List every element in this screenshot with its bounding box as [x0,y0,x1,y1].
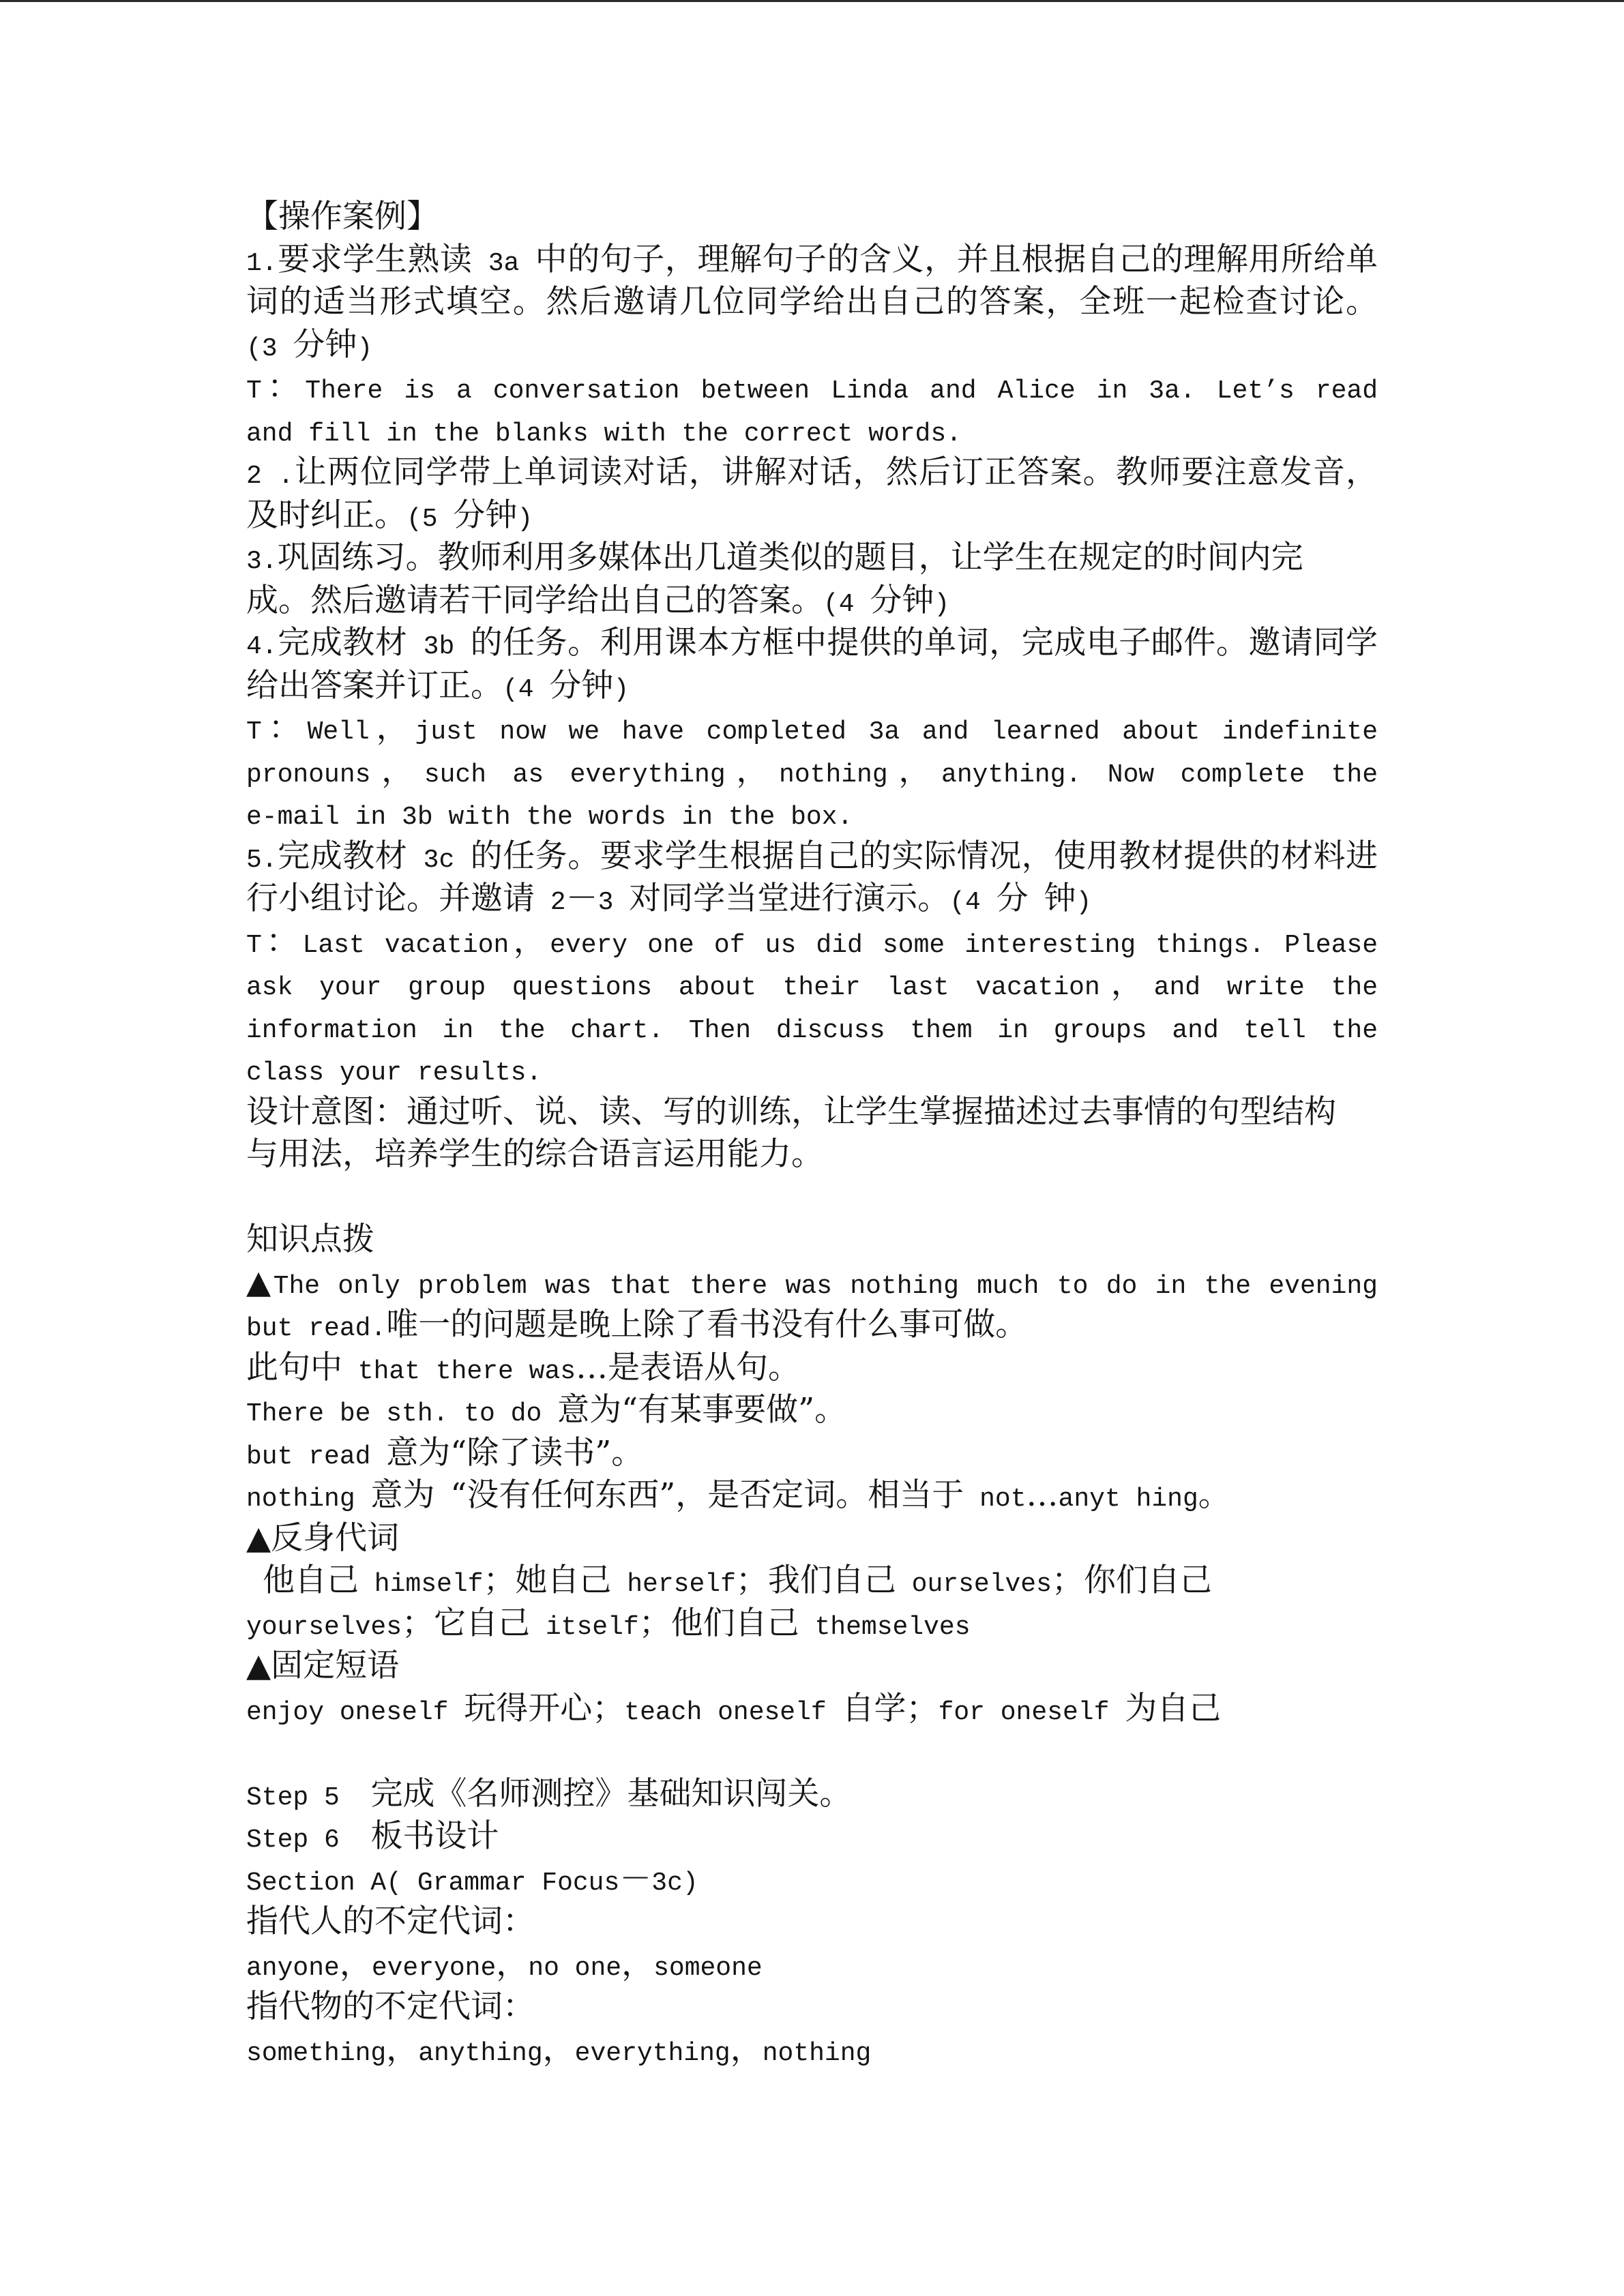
text-line [246,1347,1378,1390]
text-line [246,1602,1378,1645]
text-run: Step 6 [246,1825,371,1855]
text-run: ， [369,709,415,747]
text-run: 要求学生熟读 [277,240,473,278]
board-label [246,1900,1378,1943]
text-run: ▲ [246,1263,274,1301]
text-run: itself [530,1612,639,1642]
text-run: something [246,2038,387,2068]
text-run: 2 [535,888,566,917]
paragraph-spacer [246,1176,1378,1219]
section-heading [246,196,1378,239]
text-run: such as everything [424,760,726,790]
text-run: ) [517,504,533,534]
text-run: not [964,1485,1027,1514]
text-run: ， [339,1945,372,1983]
text-line [246,1432,1378,1475]
text-run: (5 [407,504,454,534]
text-run: (4 [503,674,550,704]
paragraph-spacer [246,1730,1378,1773]
text-run: 1. [246,248,278,278]
text-run: 分钟 [549,666,614,704]
text-run: 分钟 [293,325,357,363]
subheading [246,1645,1378,1688]
text-run: enjoy oneself [246,1697,464,1727]
text-run: …是表语从句。 [576,1348,801,1386]
text-line [246,1091,1378,1134]
text-run: ： [261,709,308,747]
text-run: ， [621,1945,654,1983]
text-run: class your results. [246,1058,542,1088]
text-run: Section A( Grammar Focus [246,1868,620,1898]
text-run [434,1485,450,1514]
text-run: 4. [246,632,278,661]
text-run: 对同学当堂进行演示。 [629,880,950,917]
text-run: － [619,1860,652,1898]
text-run: every one of us did some interesting things. Please [550,930,1378,960]
text-run: anyone [246,1953,340,1983]
text-line [246,281,1378,324]
text-run: teach oneself [624,1697,842,1727]
text-run: ， [496,1945,529,1983]
text-line [246,580,1378,623]
text-run: everything [574,2038,730,2068]
text-run: 分钟 [453,496,518,534]
text-run: 玩得开心； [464,1689,625,1727]
text-run: 意为“除了读书”。 [386,1433,644,1472]
text-run: 巩固练习。教师利用多媒体出几道类似的题目，让学生在规定的时间内完 [277,539,1303,576]
text-run: ， [509,922,550,960]
text-run: There be sth. to do [246,1399,558,1429]
text-run: 意为“有某事要做”。 [557,1391,847,1429]
text-run: T [246,930,262,960]
text-run: himself [359,1570,484,1599]
text-run: 自学； [842,1689,939,1727]
text-line [246,792,1378,835]
text-line [246,1006,1378,1049]
text-run: 完成教材 [277,624,408,661]
knowledge-section [246,1219,1378,1730]
text-run: 完成《名师测控》基础知识闯关。 [370,1774,852,1813]
text-run: anything. Now complete the [941,760,1378,790]
text-run: 成。然后邀请若干同学给出自己的答案。 [246,581,823,619]
text-run: 意为 [370,1476,435,1514]
text-run: ， [386,2030,419,2068]
text-run: information in the chart. Then discuss them in groups and tell the [246,1015,1378,1045]
text-run: “没有任何东西”，是否定词。相当于 [450,1476,964,1514]
text-line [246,366,1378,409]
text-run: for oneself [938,1697,1125,1727]
text-run: The only problem was that there was nothing much to do in the evening [273,1271,1378,1301]
page-top-border [0,0,1624,2]
text-line [246,1474,1378,1517]
text-line [246,878,1378,921]
text-run: ) [613,674,630,704]
text-run: ；她自己 [483,1562,612,1599]
text-run: 3c [407,845,471,875]
text-run: 3c) [651,1868,698,1898]
text-run: 分 [996,880,1029,917]
text-run: ， [1099,965,1154,1002]
text-run: Last vacation [302,930,510,960]
text-run: that there was [342,1356,576,1386]
text-line [246,665,1378,708]
text-run: no one [528,1953,622,1983]
text-line [246,750,1378,793]
text-run: 3. [246,547,278,576]
text-run: 让两位同学带上单词读对话，讲解对话，然后订正答案。教师要注意发音， [293,453,1378,491]
text-run: 为自己 [1125,1689,1222,1727]
text-line [246,1560,1378,1602]
text-run: 3a [472,248,535,278]
text-run: T [246,717,262,747]
text-run: Well [307,717,370,747]
text-run: nothing [762,2038,872,2068]
text-run: ， [370,751,424,790]
text-run: 5. [246,845,278,875]
text-run: and write the [1153,973,1378,1002]
board-words [246,1943,1378,1986]
text-run: yourselves [246,1612,402,1642]
text-run: 。 [1198,1476,1230,1514]
text-line [246,494,1378,537]
text-line [246,1389,1378,1432]
text-run: anything [418,2038,543,2068]
text-line [246,963,1378,1006]
text-run: 指代人的不定代词： [246,1903,535,1940]
text-run: 他自己 [263,1562,359,1599]
text-run: ourselves [896,1570,1052,1599]
board-title [246,1858,1378,1901]
board-label [246,1986,1378,2029]
text-run: herself [611,1570,736,1599]
text-run: (3 [246,333,293,363]
text-run: ) [1076,888,1092,917]
text-run: nothing [779,760,888,790]
text-run: ， [542,2030,575,2068]
text-run: nothing [246,1485,371,1514]
text-run: ) [934,589,950,619]
text-line [246,409,1378,452]
text-run: ；我们自己 [735,1562,896,1599]
text-run: 设计意图：通过听、说、读、写的训练，让学生掌握描述过去事情的句型结构 [246,1092,1336,1131]
text-run: 板书设计 [370,1817,499,1855]
text-run: ask your group questions about their last vacation [246,973,1100,1002]
text-run: 唯一的问题是晚上除了看书没有什么事可做。 [386,1306,1028,1343]
text-line [246,707,1378,750]
text-run: 知识点拨 [246,1221,374,1258]
text-run: － [565,880,598,917]
text-run: ： [261,368,306,406]
text-line [246,835,1378,878]
text-run: ▲固定短语 [246,1647,400,1684]
text-run: (4 [949,888,996,917]
text-run: ： [261,922,303,960]
text-line [246,324,1378,367]
text-run: Step 5 [246,1783,371,1813]
text-run: 完成教材 [277,837,408,875]
text-run: ▲反身代词 [246,1519,400,1557]
text-run: 给出答案并订正。 [246,666,503,704]
board-words [246,2029,1378,2072]
text-line [246,921,1378,964]
text-run: 此句中 [246,1348,342,1386]
text-run: ) [357,333,373,363]
text-run: someone [653,1953,763,1983]
steps-section [246,1773,1378,2072]
text-run: 行小组讨论。并邀请 [246,880,535,917]
text-run: ；它自己 [402,1604,531,1642]
text-run: ， [730,2030,763,2068]
text-run: 的任务。要求学生根据自己的实际情况，使用教材提供的材料进 [470,837,1378,875]
text-run: ， [887,751,942,790]
text-run: themselves [799,1612,971,1642]
subheading [246,1517,1378,1560]
text-run: ；他们自己 [638,1604,799,1642]
text-run: T [246,376,262,406]
text-line [246,1304,1378,1347]
text-line [246,1688,1378,1731]
step-line [246,1773,1378,1816]
text-run: but read. [246,1314,387,1343]
text-run: 分钟 [870,581,934,619]
text-line [246,537,1378,580]
text-line [246,622,1378,665]
text-run: just now we have completed 3a and learned about indefinite [415,717,1378,747]
text-run: 【操作案例】 [246,198,439,235]
text-run: 3b [407,632,471,661]
text-run: 3 [597,888,630,917]
text-run: ， [725,751,780,790]
text-run: 的任务。利用课本方框中提供的单词，完成电子邮件。邀请同学 [470,624,1378,661]
text-run: anyt hing [1058,1485,1198,1514]
text-run: but read [246,1442,387,1472]
text-run: everyone [371,1953,497,1983]
case-section [246,196,1378,1176]
text-line [246,239,1378,282]
text-run: 及时纠正。 [246,496,407,534]
text-run: 指代物的不定代词： [246,1988,535,2025]
text-run: e-mail in 3b with the words in the box. [246,803,853,832]
text-run: pronouns [246,760,371,790]
text-run: 中的句子，理解句子的含义，并且根据自己的理解用所给单 [535,240,1378,278]
text-line [246,1133,1378,1176]
text-line [246,1048,1378,1091]
text-run: ；你们自己 [1051,1562,1212,1599]
text-run: 2 . [246,462,294,491]
document-body [246,196,1378,2071]
text-run: (4 [823,589,870,619]
text-run: 词的适当形式填空。然后邀请几位同学给出自己的答案，全班一起检查讨论。 [246,283,1378,320]
text-run: and fill in the blanks with the correct words. [246,419,962,449]
text-line [246,451,1378,494]
text-run: There is a conversation between Linda and Alice in 3a. Let’s read [305,376,1378,406]
text-run: 钟 [1044,880,1076,917]
section-heading [246,1219,1378,1262]
text-run: … [1026,1476,1059,1514]
text-line [246,1262,1378,1304]
step-line [246,1815,1378,1858]
text-run: 与用法，培养学生的综合语言运用能力。 [246,1135,823,1173]
text-run [1029,888,1044,917]
